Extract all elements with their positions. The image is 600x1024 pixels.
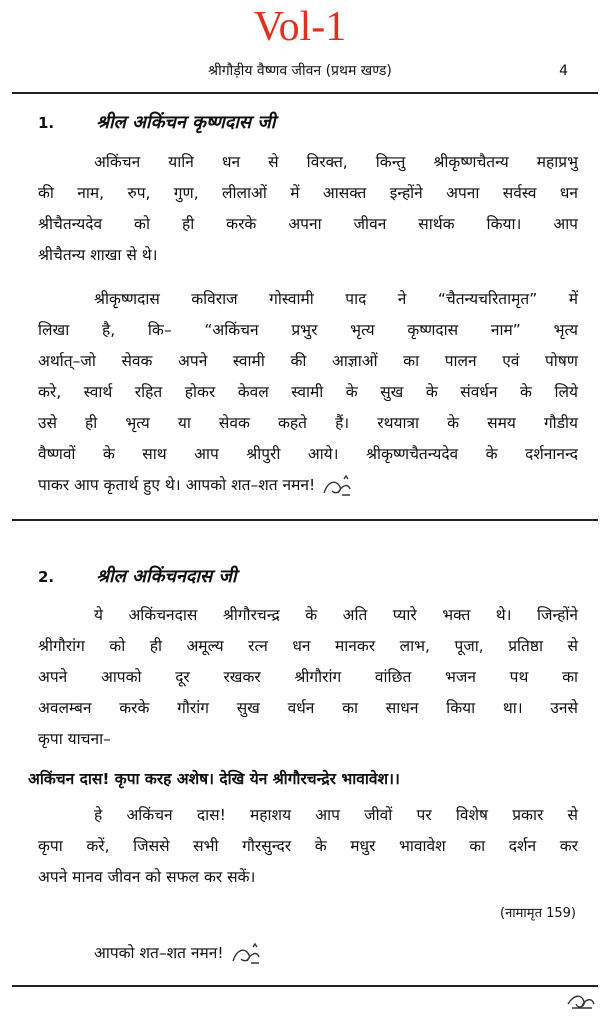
- text-line: करे, स्वार्थ रहित होकर केवल स्वामी के सुख के संवर्धन के लिये: [38, 383, 578, 401]
- closing-salutation: आपको शत–शत नमन!: [94, 944, 224, 962]
- page-number: 4: [559, 63, 568, 79]
- verse-quote: अकिंचन दास! कृपा करह अशेष। देखि येन श्रीगौरचन्द्रेर भावावेश।।: [28, 770, 400, 788]
- section-2-heading: [38, 562, 237, 592]
- text-line: श्रीचैतन्यदेव को ही करके अपना जीवन सार्थक किया। आप: [38, 215, 578, 233]
- section-2-paragraph-1: [38, 600, 578, 755]
- footer-rule: [12, 985, 598, 987]
- text-line: अवलम्बन करके गौरांग सुख वर्धन का साधन किया था। उनसे: [38, 699, 578, 717]
- flourish-ornament-icon: [229, 941, 263, 967]
- text-line: अपने आपको दूर रखकर श्रीगौरांग वांछित भजन पथ का: [38, 668, 578, 686]
- section-1-paragraph-1: [38, 147, 578, 271]
- text-line: कृपा करें, जिससे सभी गौरसुन्दर के मधुर भावावेश का दर्शन कर: [38, 837, 578, 855]
- section-title: श्रील अकिंचन कृष्णदास जी: [96, 112, 276, 133]
- section-title: श्रील अकिंचनदास जी: [96, 566, 237, 587]
- text-line: वैष्णवों के साथ आप श्रीपुरी आये। श्रीकृष्णचैतन्यदेव के दर्शनानन्द: [38, 445, 578, 463]
- section-1-heading: [38, 108, 275, 138]
- text-line: उसे ही भृत्य या सेवक कहते हैं। रथयात्रा के समय गौडीय: [38, 414, 578, 432]
- text-line: कृपा याचना–: [38, 730, 111, 748]
- header-rule: [12, 92, 598, 94]
- running-head-title: श्रीगौड़ीय वैष्णव जीवन (प्रथम खण्ड): [208, 63, 392, 79]
- volume-label: Vol-1: [253, 4, 347, 50]
- text-line: [38, 470, 578, 501]
- section-2-paragraph-2: [38, 800, 578, 893]
- source-citation: (नामामृत 159): [500, 906, 576, 921]
- text-line: हे अकिंचन दास! महाशय आप जीवों पर विशेष प्रकार से: [94, 806, 578, 824]
- text-line: श्रीकृष्णदास कविराज गोस्वामी पाद ने “चैतन्यचरितामृत” में: [94, 290, 578, 308]
- corner-ornament-icon: [566, 990, 596, 1012]
- flourish-ornament-icon: [320, 473, 354, 499]
- section-1-paragraph-2: [38, 284, 578, 501]
- text-line: अर्थात्–जो सेवक अपने स्वामी की आज्ञाओं का पालन एवं पोषण: [38, 352, 578, 370]
- text-line: लिखा है, कि– “अकिंचन प्रभुर भृत्य कृष्णदास नाम” भृत्य: [38, 321, 578, 339]
- section-number: 2.: [38, 568, 55, 586]
- section-2-paragraph-3: [38, 938, 578, 969]
- text-line: श्रीचैतन्य शाखा से थे।: [38, 246, 158, 264]
- text-line: की नाम, रुप, गुण, लीलाओं में आसक्त इन्होंने अपना सर्वस्व धन: [38, 184, 578, 202]
- text-line: [38, 938, 578, 969]
- text-line: ये अकिंचनदास श्रीगौरचन्द्र के अति प्यारे भक्त थे। जिन्होंने: [94, 606, 578, 624]
- text-line: अपने मानव जीवन को सफल कर सकें।: [38, 868, 256, 886]
- closing-salutation: पाकर आप कृतार्थ हुए थे। आपको शत–शत नमन!: [38, 476, 316, 494]
- section-number: 1.: [38, 114, 55, 132]
- section-divider: [12, 519, 598, 521]
- text-line: अकिंचन यानि धन से विरक्त, किन्तु श्रीकृष्णचैतन्य महाप्रभु: [94, 153, 578, 171]
- text-line: श्रीगौरांग को ही अमूल्य रत्न धन मानकर लाभ, पूजा, प्रतिष्ठा से: [38, 637, 578, 655]
